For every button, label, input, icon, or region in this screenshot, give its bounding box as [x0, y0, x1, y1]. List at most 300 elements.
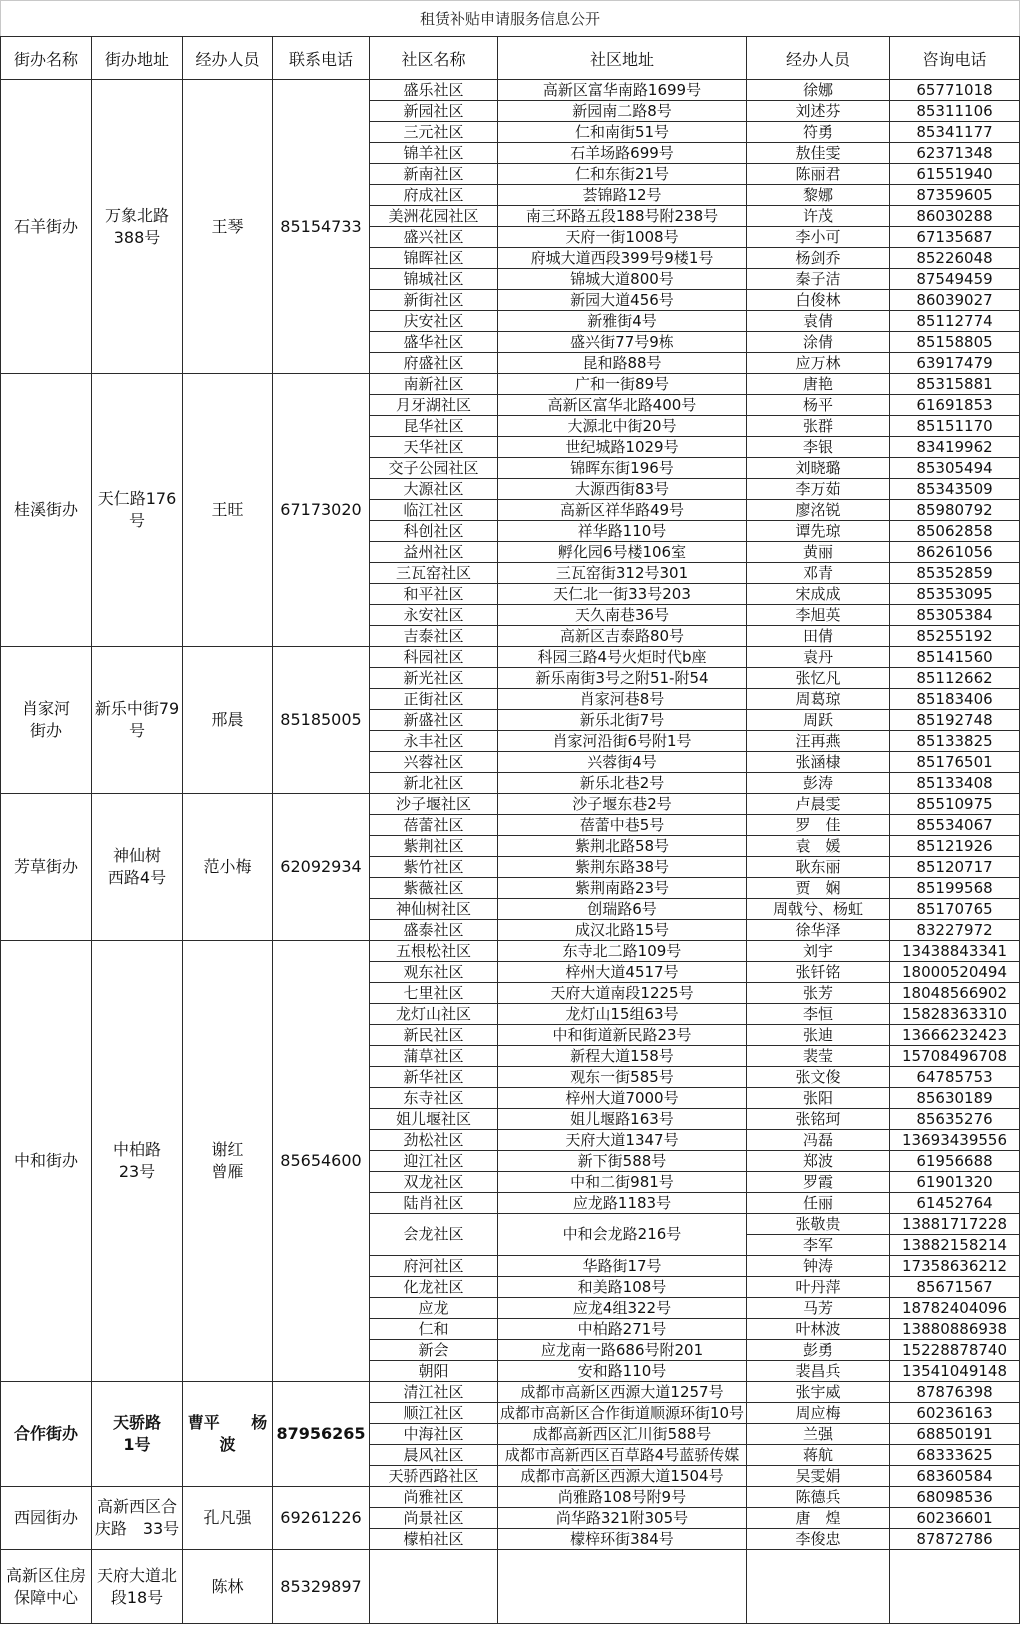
community-phone-text: 68333625: [916, 1445, 993, 1464]
community-name-text: 永安社区: [403, 605, 464, 624]
community-staff-text: 吴雯娟: [795, 1466, 841, 1485]
community-name-text: 新光社区: [403, 668, 464, 687]
community-name: [370, 836, 498, 857]
community-name: [370, 1193, 498, 1214]
title-row: [1, 1, 1020, 37]
community-name-text: 蒲草社区: [403, 1046, 464, 1065]
community-address-text: 高新区富华南路1699号: [542, 80, 702, 99]
community-phone-text: 13880886938: [902, 1319, 1007, 1338]
table-body: [1, 80, 1020, 1624]
community-name-text: 神仙树社区: [395, 899, 471, 918]
community-staff-text: 廖洺锐: [795, 500, 841, 519]
community-address: [498, 1340, 747, 1361]
community-name-text: 檬柏社区: [403, 1529, 464, 1548]
community-phone: [890, 521, 1020, 542]
community-phone-text: 87359605: [916, 185, 993, 204]
office-name: 芳草街办: [1, 794, 92, 941]
community-address: [498, 1025, 747, 1046]
community-staff: [747, 1088, 890, 1109]
community-phone-text: 86261056: [916, 542, 993, 561]
community-name: [370, 1361, 498, 1382]
community-staff: [747, 1424, 890, 1445]
community-staff-text: 白俊林: [795, 290, 841, 309]
community-staff: [747, 458, 890, 479]
community-staff-text: 蒋航: [802, 1445, 833, 1464]
community-staff-text: 裴莹: [802, 1046, 833, 1065]
community-staff: [747, 248, 890, 269]
community-name: [370, 1445, 498, 1466]
community-address: [498, 731, 747, 752]
office-address: 天仁路176 号: [92, 374, 183, 647]
community-phone: [890, 773, 1020, 794]
community-name: [370, 773, 498, 794]
community-phone-text: 85133408: [916, 773, 993, 792]
community-address-text: 高新区吉泰路80号: [559, 626, 685, 645]
community-staff-text: 叶林波: [795, 1319, 841, 1338]
community-name-text: 五根松社区: [395, 941, 471, 960]
community-phone-text: 18048566902: [902, 983, 1007, 1002]
community-staff-text: 袁丹: [802, 647, 833, 666]
community-address: [498, 458, 747, 479]
community-staff: [747, 1319, 890, 1340]
community-staff: [747, 290, 890, 311]
community-name-text: 交子公园社区: [388, 458, 479, 477]
community-staff: [747, 1193, 890, 1214]
community-name: [370, 332, 498, 353]
community-address-text: 锦晖东街196号: [570, 458, 674, 477]
community-staff-text: 周应梅: [795, 1403, 841, 1422]
community-name-text: 昆华社区: [403, 416, 464, 435]
community-staff: [747, 941, 890, 962]
community-staff: [747, 1256, 890, 1277]
community-address: [498, 290, 747, 311]
community-name-text: 沙子堰社区: [395, 794, 471, 813]
community-staff-text: 李旭英: [795, 605, 841, 624]
community-staff-empty: [747, 1550, 890, 1624]
community-phone: [890, 1067, 1020, 1088]
community-staff-text: 兰强: [802, 1424, 833, 1443]
table-row: [1, 1382, 1020, 1403]
community-name: [370, 185, 498, 206]
header-office-name: 街办名称: [1, 37, 92, 80]
community-address: [498, 1256, 747, 1277]
community-name-text: 劲松社区: [403, 1130, 464, 1149]
community-address-text: 新下街588号: [577, 1151, 667, 1170]
community-address-text: 紫荆东路38号: [574, 857, 670, 876]
community-address-text: 中和街道新民路23号: [552, 1025, 692, 1044]
community-staff: [747, 710, 890, 731]
community-name-text: 三元社区: [403, 122, 464, 141]
community-staff-text: 张宇威: [795, 1382, 841, 1401]
community-name: [370, 1424, 498, 1445]
community-staff: [747, 1235, 890, 1256]
community-staff-text: 耿东丽: [795, 857, 841, 876]
office-phone: 87956265: [273, 1382, 370, 1487]
community-address: [498, 605, 747, 626]
community-name-text: 和平社区: [403, 584, 464, 603]
community-phone-text: 63917479: [916, 353, 993, 372]
community-address-text: 科园三路4号火炬时代b座: [537, 647, 707, 666]
community-phone-text: 17358636212: [902, 1256, 1007, 1275]
community-phone-text: 87876398: [916, 1382, 993, 1401]
community-address: [498, 1403, 747, 1424]
community-phone: [890, 668, 1020, 689]
community-staff: [747, 815, 890, 836]
community-staff: [747, 1046, 890, 1067]
community-address: [498, 857, 747, 878]
community-name: [370, 227, 498, 248]
table-row: [1, 1487, 1020, 1508]
community-address: [498, 542, 747, 563]
office-phone: 85654600: [273, 941, 370, 1382]
community-phone: [890, 1193, 1020, 1214]
community-name: [370, 311, 498, 332]
community-name: [370, 290, 498, 311]
community-staff-text: 张文俊: [795, 1067, 841, 1086]
community-address: [498, 1361, 747, 1382]
community-phone-text: 61901320: [916, 1172, 993, 1191]
community-staff: [747, 1487, 890, 1508]
community-address: [498, 1130, 747, 1151]
community-address-text: 荟锦路12号: [582, 185, 662, 204]
community-phone: [890, 395, 1020, 416]
community-name: [370, 983, 498, 1004]
community-phone: [890, 1025, 1020, 1046]
community-name: [370, 1466, 498, 1487]
community-address-text: 大源北中街20号: [567, 416, 677, 435]
community-address-text: 昆和路88号: [582, 353, 662, 372]
community-name-text: 府成社区: [403, 185, 464, 204]
community-staff-text: 张敬贵: [795, 1214, 841, 1233]
community-staff: [747, 206, 890, 227]
office-address: 神仙树 西路4号: [92, 794, 183, 941]
community-phone-text: 60236601: [916, 1508, 993, 1527]
community-staff-text: 汪再燕: [795, 731, 841, 750]
community-address: [498, 647, 747, 668]
community-name-text: 新会: [418, 1340, 449, 1359]
community-staff-text: 应万林: [795, 353, 841, 372]
community-staff: [747, 437, 890, 458]
community-phone-text: 18000520494: [902, 962, 1007, 981]
community-phone-text: 85120717: [916, 857, 993, 876]
community-phone-text: 85352859: [916, 563, 993, 582]
community-address: [498, 752, 747, 773]
community-address-text: 石羊场路699号: [570, 143, 674, 162]
community-address: [498, 563, 747, 584]
community-phone: [890, 1004, 1020, 1025]
community-phone: [890, 1151, 1020, 1172]
community-staff-text: 钟涛: [802, 1256, 833, 1275]
community-address: [498, 479, 747, 500]
office-address: 天骄路 1号: [92, 1382, 183, 1487]
community-staff: [747, 668, 890, 689]
community-phone: [890, 1298, 1020, 1319]
community-name: [370, 1172, 498, 1193]
community-name-text: 天骄西路社区: [388, 1466, 479, 1485]
community-phone: [890, 416, 1020, 437]
community-address-text: 中和会龙路216号: [562, 1225, 682, 1243]
community-name-text: 紫荆社区: [403, 836, 464, 855]
community-staff: [747, 920, 890, 941]
community-address-text: 应龙南一路686号附201: [540, 1340, 704, 1359]
community-phone-text: 13438843341: [902, 941, 1007, 960]
community-address: [498, 584, 747, 605]
community-name: [370, 248, 498, 269]
community-name: [370, 101, 498, 122]
community-phone: [890, 1424, 1020, 1445]
office-name: 肖家河 街办: [1, 647, 92, 794]
community-phone: [890, 353, 1020, 374]
community-staff: [747, 857, 890, 878]
community-phone: [890, 1109, 1020, 1130]
community-phone: [890, 1529, 1020, 1550]
community-phone: [890, 1340, 1020, 1361]
community-name: [370, 1109, 498, 1130]
community-staff-text: 袁倩: [802, 311, 833, 330]
community-name: [370, 563, 498, 584]
community-address-text: 天府大道南段1225号: [550, 983, 694, 1002]
community-staff: [747, 1151, 890, 1172]
community-phone-text: 61956688: [916, 1151, 993, 1170]
community-staff-text: 张迪: [802, 1025, 833, 1044]
community-phone: [890, 458, 1020, 479]
community-phone: [890, 584, 1020, 605]
office-address: 天府大道北 段18号: [92, 1550, 183, 1624]
community-staff-text: 裴昌兵: [795, 1361, 841, 1380]
community-address-text: 应龙4组322号: [572, 1298, 672, 1317]
community-staff: [747, 122, 890, 143]
community-phone: [890, 437, 1020, 458]
community-staff: [747, 1529, 890, 1550]
community-phone-text: 83419962: [916, 437, 993, 456]
community-phone-text: 87872786: [916, 1529, 993, 1548]
community-staff: [747, 227, 890, 248]
community-name-text: 新盛社区: [403, 710, 464, 729]
community-phone-text: 85305494: [916, 458, 993, 477]
community-address: [498, 794, 747, 815]
community-staff: [747, 983, 890, 1004]
community-name-text: 朝阳: [418, 1361, 449, 1380]
header-row: [1, 37, 1020, 80]
community-phone-text: 85630189: [916, 1088, 993, 1107]
office-name: 中和街办: [1, 941, 92, 1382]
community-address-text: 蓓蕾中巷5号: [579, 815, 665, 834]
community-phone: [890, 647, 1020, 668]
community-name-text: 临江社区: [403, 500, 464, 519]
community-address-text: 龙灯山15组63号: [565, 1004, 679, 1023]
community-staff-text: 张铭珂: [795, 1109, 841, 1128]
community-phone-text: 85226048: [916, 248, 993, 267]
community-address: [498, 626, 747, 647]
community-name: [370, 1382, 498, 1403]
community-staff: [747, 1361, 890, 1382]
community-phone: [890, 626, 1020, 647]
community-phone: [890, 479, 1020, 500]
community-staff: [747, 521, 890, 542]
community-address-text: 安和路110号: [577, 1361, 667, 1380]
community-staff-text: 唐 煌: [795, 1508, 841, 1527]
community-phone: [890, 332, 1020, 353]
community-name: [370, 668, 498, 689]
community-name-text: 会龙社区: [403, 1225, 464, 1243]
community-phone: [890, 164, 1020, 185]
community-phone-text: 85141560: [916, 647, 993, 666]
community-address-text: 中和二街981号: [570, 1172, 674, 1191]
community-staff-text: 李恒: [802, 1004, 833, 1023]
community-name: [370, 1340, 498, 1361]
community-name: [370, 269, 498, 290]
community-phone-text: 13882158214: [902, 1235, 1007, 1254]
community-address: [498, 689, 747, 710]
community-address: [498, 668, 747, 689]
community-address-text: 天仁北一街33号203: [553, 584, 691, 603]
community-name: [370, 584, 498, 605]
community-name: [370, 899, 498, 920]
community-staff: [747, 626, 890, 647]
community-phone-text: 85183406: [916, 689, 993, 708]
community-phone-text: 85112662: [916, 668, 993, 687]
community-phone: [890, 1403, 1020, 1424]
community-phone-text: 83227972: [916, 920, 993, 939]
table-row: [1, 374, 1020, 395]
community-name-text: 应龙: [418, 1298, 449, 1317]
community-name: [370, 521, 498, 542]
community-phone: [890, 731, 1020, 752]
office-staff: 王琴: [183, 80, 273, 374]
community-staff: [747, 1025, 890, 1046]
community-staff-text: 徐华泽: [795, 920, 841, 939]
community-name-text: 天华社区: [403, 437, 464, 456]
community-address-text: 成汉北路15号: [574, 920, 670, 939]
community-phone: [890, 1445, 1020, 1466]
community-name-text: 龙灯山社区: [395, 1004, 471, 1023]
community-staff-text: 张群: [802, 416, 833, 435]
community-staff: [747, 1508, 890, 1529]
community-address: [498, 500, 747, 521]
community-address-text: 大源西街83号: [574, 479, 670, 498]
community-address-text: 成都市高新区西源大道1504号: [520, 1466, 724, 1485]
community-address: [498, 899, 747, 920]
community-address-text: 华路街17号: [582, 1256, 662, 1275]
community-staff: [747, 374, 890, 395]
community-staff-text: 杨剑乔: [795, 248, 841, 267]
community-phone-text: 60236163: [916, 1403, 993, 1422]
office-staff: 范小梅: [183, 794, 273, 941]
community-name: [370, 647, 498, 668]
community-staff-text: 李银: [802, 437, 833, 456]
community-address-text: 世纪城路1029号: [565, 437, 679, 456]
community-address: [498, 1487, 747, 1508]
community-name: [370, 1004, 498, 1025]
community-name-text: 大源社区: [403, 479, 464, 498]
community-name: [370, 500, 498, 521]
community-staff: [747, 731, 890, 752]
community-staff: [747, 899, 890, 920]
community-name-text: 观东社区: [403, 962, 464, 981]
community-staff: [747, 689, 890, 710]
community-staff-text: 徐娜: [802, 80, 833, 99]
community-address: [498, 1151, 747, 1172]
community-staff-text: 谭先琼: [795, 521, 841, 540]
community-phone: [890, 1172, 1020, 1193]
community-staff: [747, 1340, 890, 1361]
community-staff-text: 李俊忠: [795, 1529, 841, 1548]
community-phone-text: 85133825: [916, 731, 993, 750]
community-staff-text: 杨平: [802, 395, 833, 414]
community-name-text: 中海社区: [403, 1424, 464, 1443]
community-phone: [890, 143, 1020, 164]
community-name-text: 新民社区: [403, 1025, 464, 1044]
community-staff-text: 李万茹: [795, 479, 841, 498]
community-address-text: 天府一街1008号: [565, 227, 679, 246]
community-name-text: 双龙社区: [403, 1172, 464, 1191]
community-name-text: 新北社区: [403, 773, 464, 792]
community-phone: [890, 920, 1020, 941]
community-staff: [747, 1403, 890, 1424]
community-phone: [890, 794, 1020, 815]
community-name: [370, 1046, 498, 1067]
table-row: [1, 1550, 1020, 1624]
community-staff: [747, 1445, 890, 1466]
community-address-text: 高新区富华北路400号: [547, 395, 697, 414]
community-address: [498, 878, 747, 899]
community-phone-text: 68360584: [916, 1466, 993, 1485]
header-community-staff: 经办人员: [747, 37, 890, 80]
office-staff: 曹平 杨 波: [183, 1382, 273, 1487]
community-name-text: 化龙社区: [403, 1277, 464, 1296]
community-address: [498, 1382, 747, 1403]
community-name: [370, 395, 498, 416]
community-phone-text: 68098536: [916, 1487, 993, 1506]
community-staff: [747, 563, 890, 584]
community-address-text: 成都市高新区合作街道顺源环街10号: [499, 1403, 745, 1422]
community-phone-text: 13693439556: [902, 1130, 1007, 1149]
community-name-text: 府盛社区: [403, 353, 464, 372]
community-address: [498, 1277, 747, 1298]
community-staff: [747, 1130, 890, 1151]
community-address-text: 梓州大道4517号: [565, 962, 679, 981]
community-address: [498, 437, 747, 458]
community-address: [498, 1193, 747, 1214]
community-address: [498, 983, 747, 1004]
community-address: [498, 1529, 747, 1550]
community-phone: [890, 248, 1020, 269]
community-staff-text: 宋成成: [795, 584, 841, 603]
community-staff: [747, 584, 890, 605]
community-address: [498, 773, 747, 794]
community-address: [498, 143, 747, 164]
community-address: [498, 374, 747, 395]
community-phone-text: 13541049148: [902, 1361, 1007, 1380]
community-phone-text: 85671567: [916, 1277, 993, 1296]
community-address: [498, 962, 747, 983]
community-name: [370, 374, 498, 395]
community-name: [370, 815, 498, 836]
community-phone-text: 85199568: [916, 878, 993, 897]
community-staff: [747, 878, 890, 899]
community-staff: [747, 479, 890, 500]
community-phone-text: 85510975: [916, 794, 993, 813]
community-address-text: 尚雅路108号附9号: [557, 1487, 687, 1506]
community-staff: [747, 164, 890, 185]
community-phone-text: 85158805: [916, 332, 993, 351]
community-name: [370, 605, 498, 626]
community-name-text: 益州社区: [403, 542, 464, 561]
community-address: [498, 353, 747, 374]
community-phone: [890, 227, 1020, 248]
community-staff-text: 周戟兮、杨虹: [772, 899, 863, 918]
community-phone: [890, 1277, 1020, 1298]
